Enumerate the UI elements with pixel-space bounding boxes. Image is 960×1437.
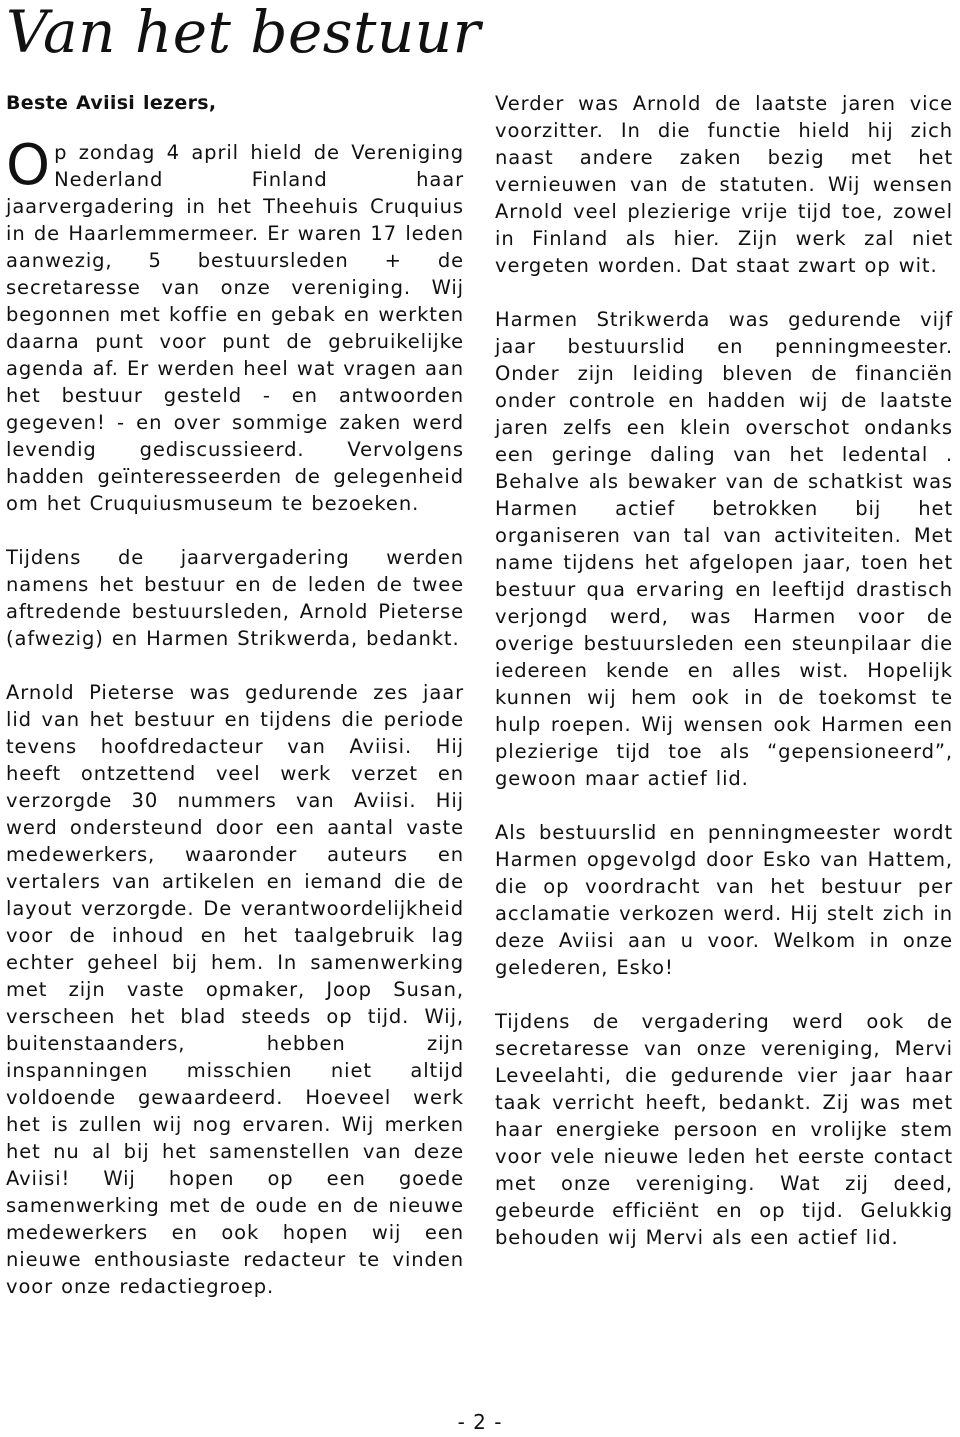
left-column [6,90,464,1327]
right-column [495,90,953,1278]
page-title: Van het bestuur [6,0,481,66]
intro-paragraph-text: p zondag 4 april hield de Vereniging Nederland Finland haar jaarvergadering in het Theehuis Cruquius in de Haarlemmermeer. Er waren 17 leden aanwezig, 5 bestuursleden + de secretaresse van onze vereniging. Wij begonnen met koffie en gebak en werkten daarna punt voor punt de gebruikelijke agenda af. Er werden heel wat vragen aan het bestuur gesteld - en antwoorden gegeven! - en over sommige zaken werd levendig gediscussieerd. Vervolgens hadden geïnteresseerden de gelegenheid om het Cruquiusmuseum te bezoeken. [6,141,464,515]
paragraph-board-members-thanked: Tijdens de jaarvergadering werden namens het bestuur en de leden de twee aftredende bestuursleden, Arnold Pieterse (afwezig) en Harmen Strikwerda, bedankt. [6,546,464,650]
paragraph-mervi-leveelahti: Tijdens de vergadering werd ook de secretaresse van onze vereniging, Mervi Leveelahti, die gedurende vier jaar haar taak verricht heeft, bedankt. Zij was met haar energieke persoon en vrolijke stem voor vele nieuwe leden het eerste contact met onze vereniging. Wat zij deed, gebeurde efficiënt en op tijd. Gelukkig behouden wij Mervi als een actief lid. [495,1010,953,1249]
intro-paragraph [6,133,464,517]
paragraph-arnold-pieterse: Arnold Pieterse was gedurende zes jaar lid van het bestuur en tijdens die periode tevens hoofdredacteur van Aviisi. Hij heeft ontzettend veel werk verzet en verzorgde 30 nummers van Aviisi. Hij werd ondersteund door een aantal vaste medewerkers, waaronder auteurs en vertalers van artikelen en iemand die de layout verzorgde. De verantwoordelijkheid voor de inhoud en het taalgebruik lag echter geheel bij hem. In samenwerking met zijn vaste opmaker, Joop Susan, verscheen het blad steeds op tijd. Wij, buitenstaanders, hebben zijn inspanningen misschien niet altijd voldoende gewaardeerd. Hoeveel werk het is zullen wij nog ervaren. Wij merken het nu al bij het samenstellen van deze Aviisi! Wij hopen op een goede samenwerking met de oude en de nieuwe medewerkers en ook hopen wij een nieuwe enthousiaste redacteur te vinden voor onze redactiegroep. [6,681,464,1298]
paragraph-esko-van-hattem: Als bestuurslid en penningmeester wordt Harmen opgevolgd door Esko van Hattem, die op voordracht van het bestuur per acclamatie verkozen werd. Hij stelt zich in deze Aviisi aan u voor. Welkom in onze gelederen, Esko! [495,821,953,979]
salutation: Beste Aviisi lezers, [6,92,217,114]
paragraph-arnold-vice-chair: Verder was Arnold de laatste jaren vice voorzitter. In die functie hield hij zich naast andere zaken bezig met het vernieuwen van de statuten. Wij wensen Arnold veel plezierige vrije tijd toe, zowel in Finland als hier. Zijn werk zal niet vergeten worden. Dat staat zwart op wit. [495,92,953,277]
paragraph-harmen-strikwerda: Harmen Strikwerda was gedurende vijf jaar bestuurslid en penningmeester. Onder zijn leiding bleven de financiën onder controle en hadden wij de laatste jaren zelfs een klein overschot ondanks een geringe daling van het ledental . Behalve als bewaker van de schatkist was Harmen actief betrokken bij het organiseren van tal van activiteiten. Met name tijdens het afgelopen jaar, toen het bestuur qua ervaring en leeftijd drastisch verjongd werd, was Harmen voor de overige bestuursleden een steunpilaar die iedereen kende en alles wist. Hopelijk kunnen wij hem ook in de toekomst te hulp roepen. Wij wensen ook Harmen een plezierige tijd toe als “gepensioneerd”, gewoon maar actief lid. [495,308,953,790]
page-number: - 2 - [457,1410,503,1434]
drop-cap: O [6,133,51,198]
